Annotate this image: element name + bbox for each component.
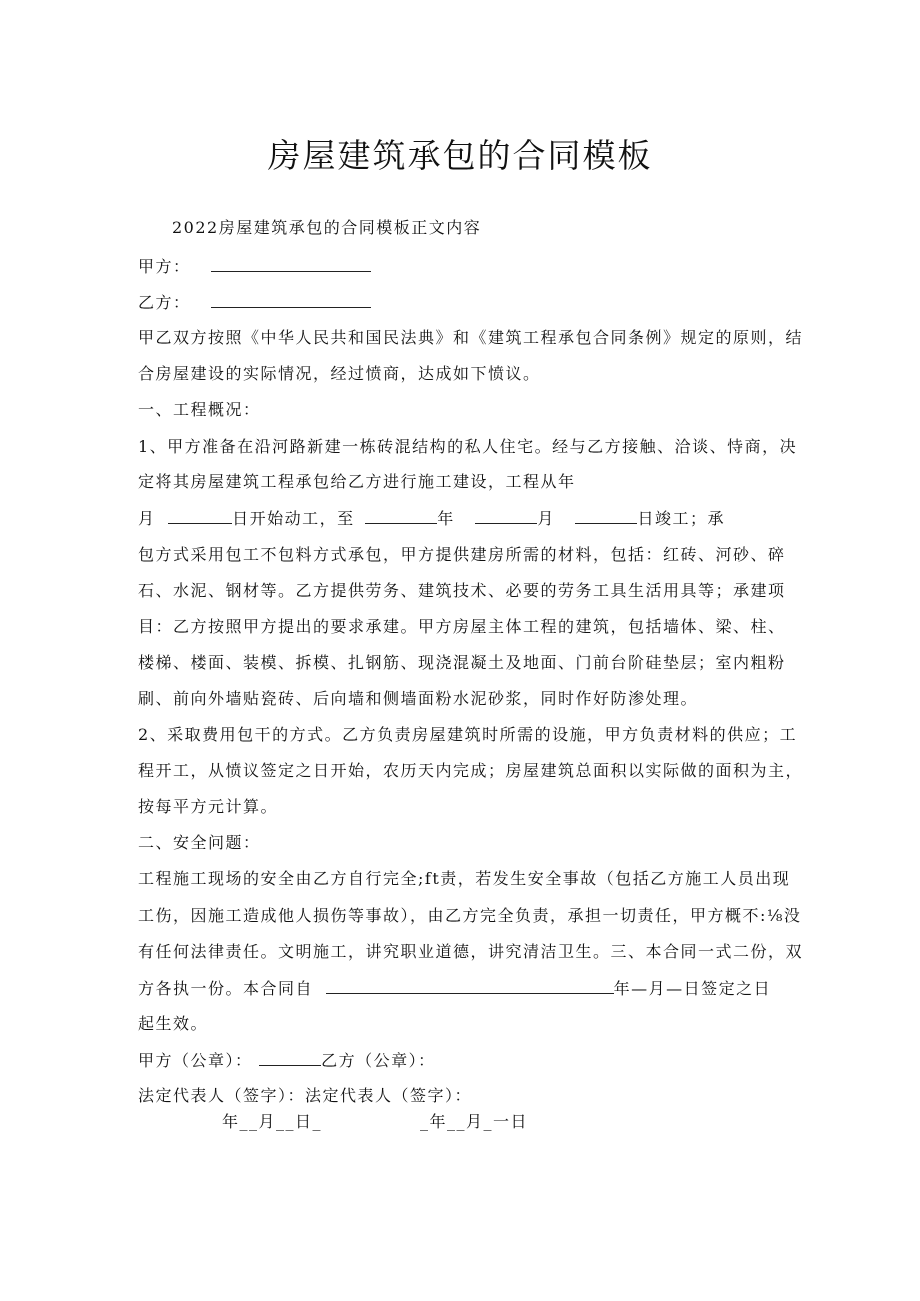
- party-b-blank[interactable]: [211, 292, 371, 308]
- para-1-line-2: 定将其房屋建筑工程承包给乙方进行施工建设，工程从年: [138, 472, 576, 491]
- month-label: 月: [138, 509, 156, 528]
- para-3-line-4: [138, 978, 771, 999]
- para-3-line-5: 起生效。: [138, 1014, 209, 1033]
- month-label-2: 月: [537, 509, 555, 528]
- date-b: _年__月_一日: [420, 1112, 529, 1131]
- party-a-line: [138, 256, 371, 277]
- intro-line-2: 合房屋建设的实际情况，经过愤商，达成如下愤议。: [138, 364, 541, 383]
- signing-date-blank[interactable]: [326, 978, 614, 994]
- document-title: 房屋建筑承包的合同模板: [267, 136, 653, 175]
- para-3-line-2: 工伤，因施工造成他人损伤等事故），由乙方完全负责，承担一切责任，甲方概不:⅛没: [138, 906, 802, 925]
- para-1-line-5: 石、水泥、钢材等。乙方提供劳务、建筑技术、必要的劳务工具生活用具等；承建项: [138, 581, 786, 600]
- end-month-blank[interactable]: [475, 508, 537, 524]
- signature-line-1: [138, 1050, 436, 1071]
- party-a-seal-blank[interactable]: [259, 1050, 321, 1066]
- party-a-blank[interactable]: [211, 256, 371, 272]
- party-b-seal-label: 乙方（公章）：: [321, 1051, 436, 1070]
- section-2-heading: 二、安全问题：: [138, 833, 261, 852]
- subtitle: 2022房屋建筑承包的合同模板正文内容: [172, 218, 482, 237]
- para-1-line-1: 1、甲方准备在沿河路新建一栋砖混结构的私人住宅。经与乙方接触、洽谈、恃商，决: [138, 437, 798, 456]
- year-label: 年: [437, 509, 455, 528]
- para-2-line-1: 2、采取费用包干的方式。乙方负责房屋建筑时所需的设施，甲方负责材料的供应；工: [138, 725, 798, 744]
- party-b-label: 乙方：: [138, 293, 191, 312]
- para-1-line-6: 目：乙方按照甲方提出的要求承建。甲方房屋主体工程的建筑，包括墙体、梁、柱、: [138, 617, 786, 636]
- para-1-line-7: 楼梯、楼面、装模、拆模、扎钢筋、现浇混凝土及地面、门前台阶硅垫层；室内粗粉: [138, 653, 786, 672]
- para-1-line-8: 刷、前向外墙贴瓷砖、后向墙和侧墙面粉水泥砂浆，同时作好防渗处理。: [138, 689, 699, 708]
- intro-line-1: 甲乙双方按照《中华人民共和国民法典》和《建筑工程承包合同条例》规定的原则，结: [138, 328, 804, 347]
- para-2-line-2: 程开工，从愤议签定之日开始，农历天内完成；房屋建筑总面积以实际做的面积为主，: [138, 761, 804, 780]
- date-a: 年__月__日_: [222, 1112, 323, 1131]
- para-3-line-1: 工程施工现场的安全由乙方自行完全;ft责，若发生安全事故（包括乙方施工人员出现: [138, 869, 791, 888]
- para-3-line-3: 有任何法律责任。文明施工，讲究职业道德，讲究清洁卫生。三、本合同一式二份，双: [138, 942, 804, 961]
- para-1-line-4: 包方式采用包工不包料方式承包，甲方提供建房所需的材料，包括：红砖、河砂、碎: [138, 545, 786, 564]
- party-a-seal-label: 甲方（公章）：: [138, 1051, 253, 1070]
- end-year-blank[interactable]: [365, 508, 437, 524]
- para-1-line-3: [138, 508, 725, 529]
- para-2-line-3: 按每平方元计算。: [138, 797, 279, 816]
- party-a-label: 甲方：: [138, 257, 191, 276]
- signature-line-2: 法定代表人（签字）：法定代表人（签字）：: [138, 1086, 473, 1105]
- effective-text: 方各执一份。本合同自: [138, 979, 314, 998]
- end-day-blank[interactable]: [575, 508, 637, 524]
- start-text: 日开始动工，至: [232, 509, 355, 528]
- section-1-heading: 一、工程概况：: [138, 400, 261, 419]
- party-b-line: [138, 292, 371, 313]
- completion-text: 日竣工；承: [637, 509, 725, 528]
- signing-date-text: 年—月—日签定之日: [613, 979, 772, 998]
- start-day-blank[interactable]: [168, 508, 232, 524]
